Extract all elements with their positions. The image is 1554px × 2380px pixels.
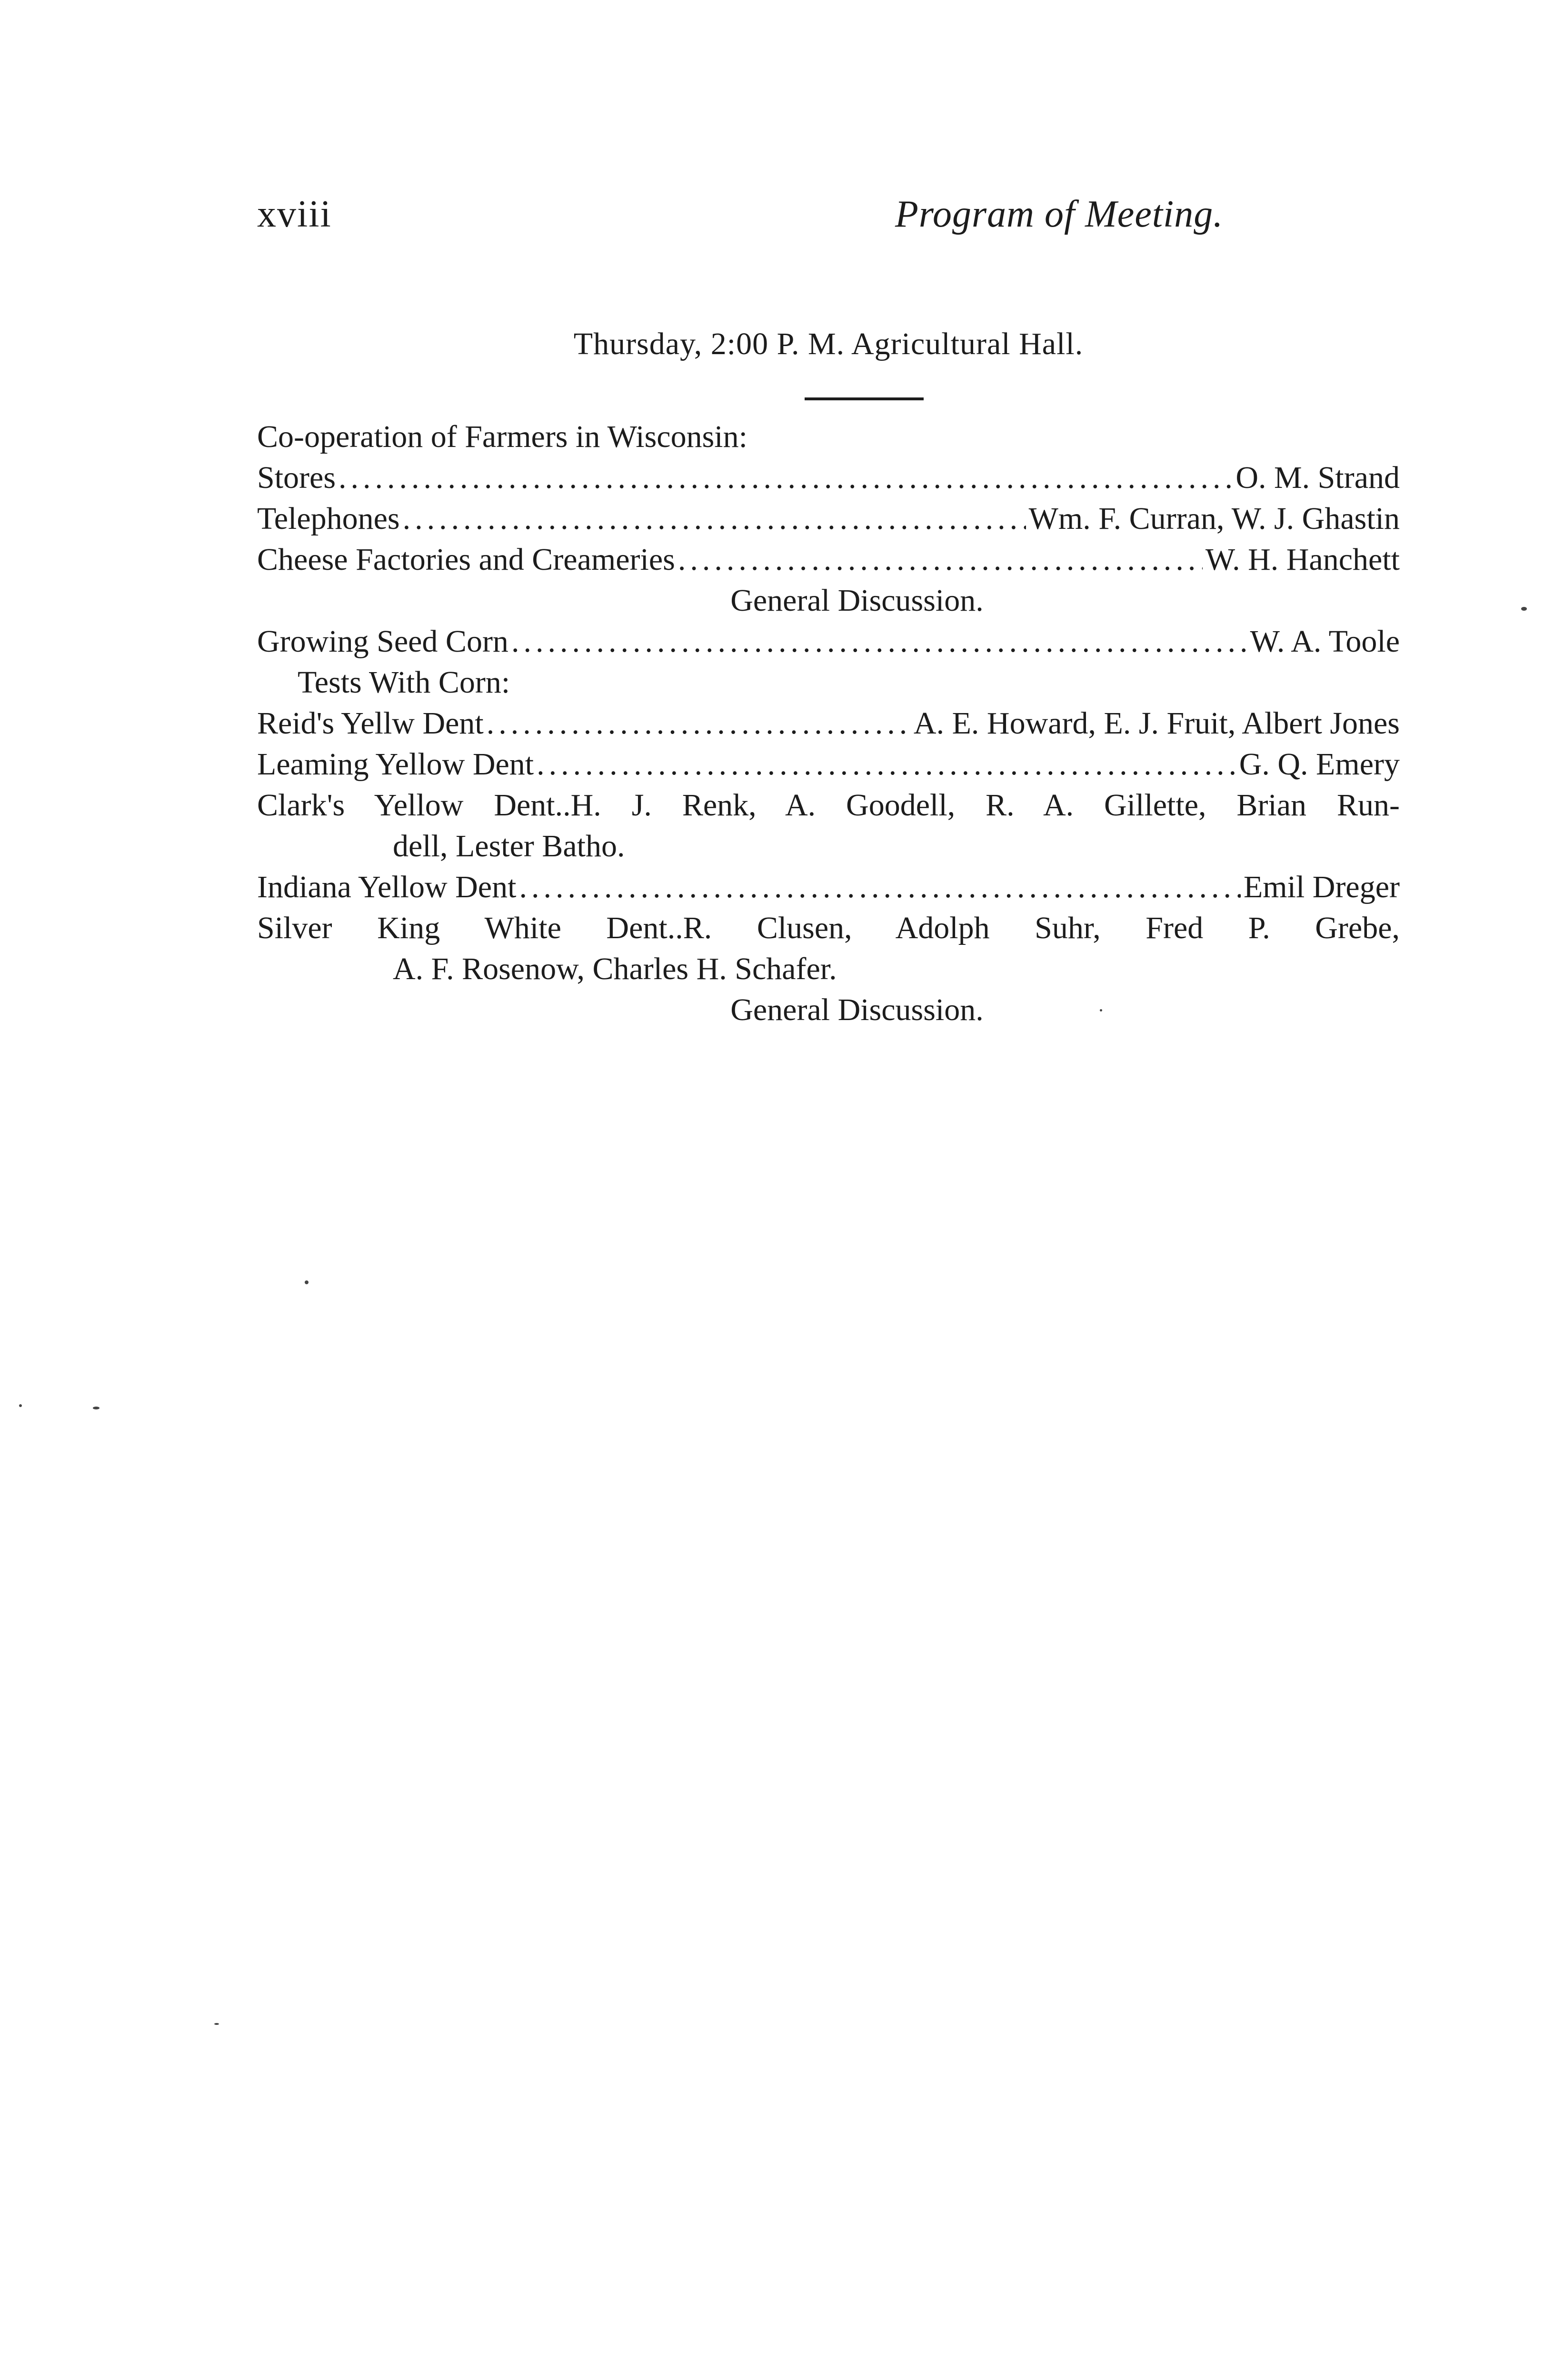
tests-title: Tests With Corn: [298,665,510,700]
silver-king-continuation: A. F. Rosenow, Charles H. Schafer. [393,952,837,986]
item-label: Telephones [257,501,400,536]
general-discussion: General Discussion. [730,583,984,618]
scan-speck [1521,607,1527,611]
general-discussion: General Discussion. [730,992,984,1027]
item-speakers: W. A. Toole [1250,624,1400,659]
program-item-indiana-yellow-dent [257,867,1400,908]
leader-dots [678,539,1203,580]
program-item-telephones [257,498,1400,539]
item-label: Stores [257,460,336,495]
session-heading: Thursday, 2:00 P. M. Agricultural Hall. [573,327,1084,361]
clarks-continuation: dell, Lester Batho. [393,829,625,863]
scan-speck [305,1280,309,1284]
program-item-stores [257,457,1400,498]
section-title: Co-operation of Farmers in Wisconsin: [257,419,747,454]
item-speakers: Emil Dreger [1243,870,1400,904]
leader-dots [537,744,1236,785]
item-speakers: W. H. Hanchett [1205,542,1400,577]
leader-dots [519,867,1241,908]
program-list [257,416,1400,1031]
scan-speck [19,1404,22,1407]
page-number: xviii [257,193,332,235]
scan-speck [1100,1009,1102,1012]
program-item-clarks-yellow-dent: Clark's Yellow Dent..H. J. Renk, A. Goodell, R. A. Gillette, Brian Run- [257,788,1400,823]
leader-dots [487,703,911,744]
item-speakers: A. E. Howard, E. J. Fruit, Albert Jones [913,706,1400,741]
item-label: Leaming Yellow Dent [257,747,534,782]
item-speakers: G. Q. Emery [1239,747,1400,782]
program-item-leaming-yellow-dent [257,744,1400,785]
heading-rule [805,397,924,400]
program-item-reids-yellow-dent [257,703,1400,744]
program-item-cheese-factories [257,539,1400,580]
item-label: Cheese Factories and Creameries [257,542,675,577]
item-speakers: Wm. F. Curran, W. J. Ghastin [1028,501,1400,536]
page-header [257,193,1402,245]
program-item-silver-king-white-dent: Silver King White Dent..R. Clusen, Adolph Suhr, Fred P. Grebe, [257,911,1400,945]
running-head: Program of Meeting. [895,193,1224,235]
item-label: Growing Seed Corn [257,624,508,659]
leader-dots [511,621,1247,662]
item-speakers: O. M. Strand [1235,460,1400,495]
item-label: Reid's Yellw Dent [257,706,484,741]
leader-dots [403,498,1026,539]
program-item-growing-seed-corn [257,621,1400,662]
leader-dots [339,457,1233,498]
scan-speck [214,2023,219,2025]
scan-speck [93,1407,100,1409]
item-label: Indiana Yellow Dent [257,870,517,904]
